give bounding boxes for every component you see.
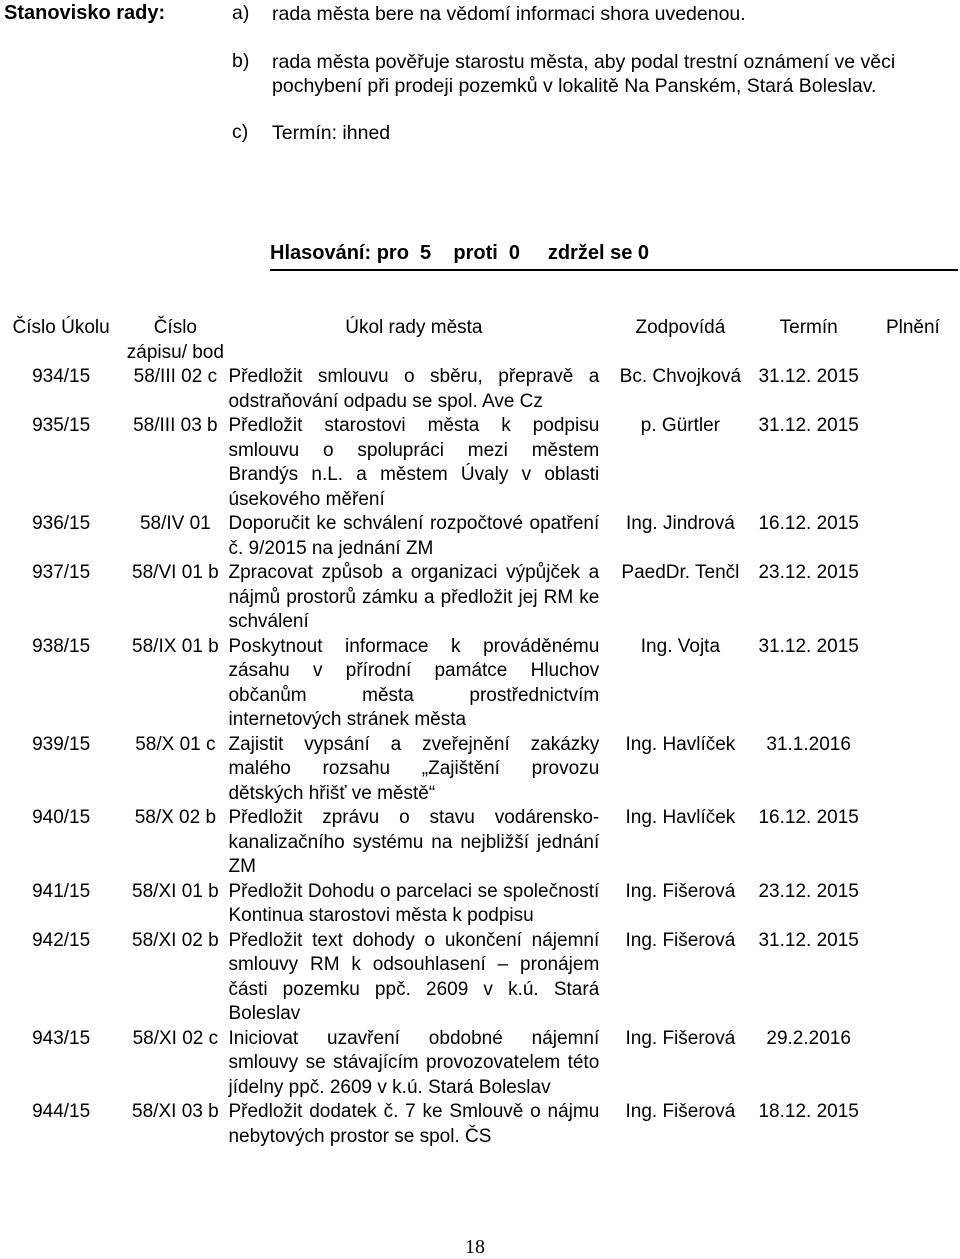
cell-zapis: 58/X 02 b	[134, 807, 217, 828]
table-row	[0, 929, 958, 1027]
cell-zodpovida: PaedDr. Tenčl	[621, 562, 740, 583]
item-b-text: rada města pověřuje starostu města, aby podal trestní oznámení ve věci pochybení při prodeji pozemků v lokalitě Na Panském, Stará Boleslav.	[272, 51, 896, 97]
cell-cislo: 936/15	[32, 513, 91, 534]
col-header-plneni: Plnění	[885, 317, 940, 338]
cell-zodpovida: Ing. Fišerová	[625, 1101, 736, 1122]
table-row	[0, 414, 958, 512]
cell-ukol: Předložit zprávu o stavu vodárensko-kanalizačního systému na nejbližší jednání ZM	[228, 807, 600, 877]
cell-termin: 31.1.2016	[766, 733, 851, 755]
cell-plneni	[868, 929, 958, 1027]
cell-cislo: 943/15	[32, 1027, 91, 1049]
cell-plneni	[868, 880, 958, 929]
cell-termin: 29.2.2016	[766, 1027, 851, 1049]
cell-termin: 31.12. 2015	[758, 635, 859, 657]
cell-plneni	[868, 733, 958, 807]
cell-plneni	[868, 414, 958, 512]
cell-zodpovida: Ing. Jindrová	[626, 513, 735, 534]
table-row	[0, 880, 958, 929]
cell-zapis: 58/XI 03 b	[132, 1101, 219, 1122]
table-row	[0, 635, 958, 733]
cell-plneni	[868, 635, 958, 733]
cell-termin: 16.12. 2015	[758, 513, 859, 534]
cell-termin: 31.12. 2015	[758, 366, 859, 387]
cell-zodpovida: Ing. Fišerová	[625, 1027, 736, 1049]
cell-ukol: Předložit dodatek č. 7 ke Smlouvě o nájmu nebytových prostor se spol. ČS	[228, 1101, 600, 1147]
cell-zapis: 58/III 03 b	[133, 415, 218, 436]
cell-zodpovida: Bc. Chvojková	[619, 366, 742, 387]
cell-plneni	[868, 1027, 958, 1101]
task-table	[0, 316, 958, 1149]
cell-termin: 23.12. 2015	[758, 562, 859, 583]
table-row	[0, 733, 958, 807]
cell-plneni	[868, 561, 958, 635]
cell-ukol: Poskytnout informace k prováděnému zásahu v přírodní památce Hluchov občanům města prostřednictvím internetových stránek města	[228, 635, 600, 730]
cell-zodpovida: Ing. Vojta	[640, 635, 721, 657]
item-a-text: rada města bere na vědomí informaci shora uvedenou.	[272, 3, 746, 25]
cell-zodpovida: Ing. Fišerová	[625, 929, 736, 951]
cell-zapis: 58/XI 02 c	[132, 1027, 219, 1049]
table-row	[0, 1027, 958, 1101]
cell-zapis: 58/VI 01 b	[132, 562, 219, 583]
vote-result: Hlasování: pro 5 proti 0 zdržel se 0	[270, 242, 958, 271]
table-header-row	[0, 316, 958, 365]
cell-plneni	[868, 365, 958, 414]
cell-zodpovida: p. Gürtler	[640, 415, 720, 436]
cell-cislo: 938/15	[32, 635, 91, 657]
cell-ukol: Zajistit vypsání a zveřejnění zakázky malého rozsahu „Zajištění provozu dětských hřišť ve městě“	[228, 733, 600, 804]
cell-termin: 16.12. 2015	[758, 807, 859, 828]
table-row	[0, 1100, 958, 1149]
item-c-text: Termín: ihned	[272, 122, 391, 144]
cell-cislo: 941/15	[32, 880, 91, 902]
cell-cislo: 940/15	[32, 807, 91, 828]
table-row	[0, 365, 958, 414]
cell-termin: 31.12. 2015	[758, 929, 859, 951]
item-a-letter: a)	[232, 2, 250, 24]
cell-zapis: 58/XI 02 b	[132, 929, 219, 951]
cell-zapis: 58/IX 01 b	[132, 635, 219, 657]
col-header-zodpovida: Zodpovídá	[635, 317, 726, 338]
item-b-letter: b)	[232, 50, 250, 72]
cell-zapis: 58/IV 01	[139, 513, 211, 534]
cell-cislo: 934/15	[32, 366, 91, 387]
cell-plneni	[868, 1100, 958, 1149]
cell-ukol: Doporučit ke schválení rozpočtové opatření č. 9/2015 na jednání ZM	[228, 513, 600, 559]
cell-termin: 18.12. 2015	[758, 1101, 859, 1122]
cell-ukol: Předložit starostovi města k podpisu smlouvu o spolupráci mezi městem Brandýs n.L. a městem Úvaly v oblasti úsekového měření	[228, 415, 600, 510]
table-row	[0, 806, 958, 880]
cell-ukol: Zpracovat způsob a organizaci výpůjček a nájmů prostorů zámku a předložit jej RM ke schválení	[228, 562, 600, 632]
page-number: 18	[465, 1236, 485, 1258]
col-header-ukol: Úkol rady města	[345, 317, 483, 338]
item-c-letter: c)	[232, 121, 249, 143]
cell-zapis: 58/III 02 c	[133, 366, 218, 387]
col-header-termin: Termín	[779, 317, 838, 338]
cell-ukol: Předložit text dohody o ukončení nájemní smlouvy RM k odsouhlasení – pronájem části pozemku ppč. 2609 v k.ú. Stará Boleslav	[228, 929, 600, 1024]
cell-zapis: 58/XI 01 b	[132, 880, 219, 902]
table-row	[0, 512, 958, 561]
cell-plneni	[868, 806, 958, 880]
resolution-label: Stanovisko rady:	[4, 2, 166, 24]
cell-plneni	[868, 512, 958, 561]
table-row	[0, 561, 958, 635]
cell-termin: 31.12. 2015	[758, 415, 859, 436]
cell-zodpovida: Ing. Fišerová	[625, 880, 736, 902]
cell-cislo: 937/15	[32, 562, 91, 583]
col-header-cislo: Číslo Úkolu	[12, 317, 110, 338]
cell-cislo: 935/15	[32, 415, 91, 436]
col-header-zapis: Číslo zápisu/ bod	[126, 317, 224, 363]
cell-cislo: 939/15	[32, 733, 91, 755]
cell-zodpovida: Ing. Havlíček	[625, 807, 736, 828]
cell-zapis: 58/X 01 c	[135, 733, 216, 755]
cell-ukol: Předložit smlouvu o sběru, přepravě a odstraňování odpadu se spol. Ave Cz	[228, 366, 600, 412]
cell-termin: 23.12. 2015	[758, 880, 859, 902]
cell-zodpovida: Ing. Havlíček	[625, 733, 736, 755]
cell-cislo: 944/15	[32, 1101, 91, 1122]
cell-cislo: 942/15	[32, 929, 91, 951]
cell-ukol: Předložit Dohodu o parcelaci se společností Kontinua starostovi města k podpisu	[228, 880, 600, 926]
cell-ukol: Iniciovat uzavření obdobné nájemní smlouvy se stávajícím provozovatelem této jídelny ppč. 2609 v k.ú. Stará Boleslav	[228, 1027, 600, 1098]
